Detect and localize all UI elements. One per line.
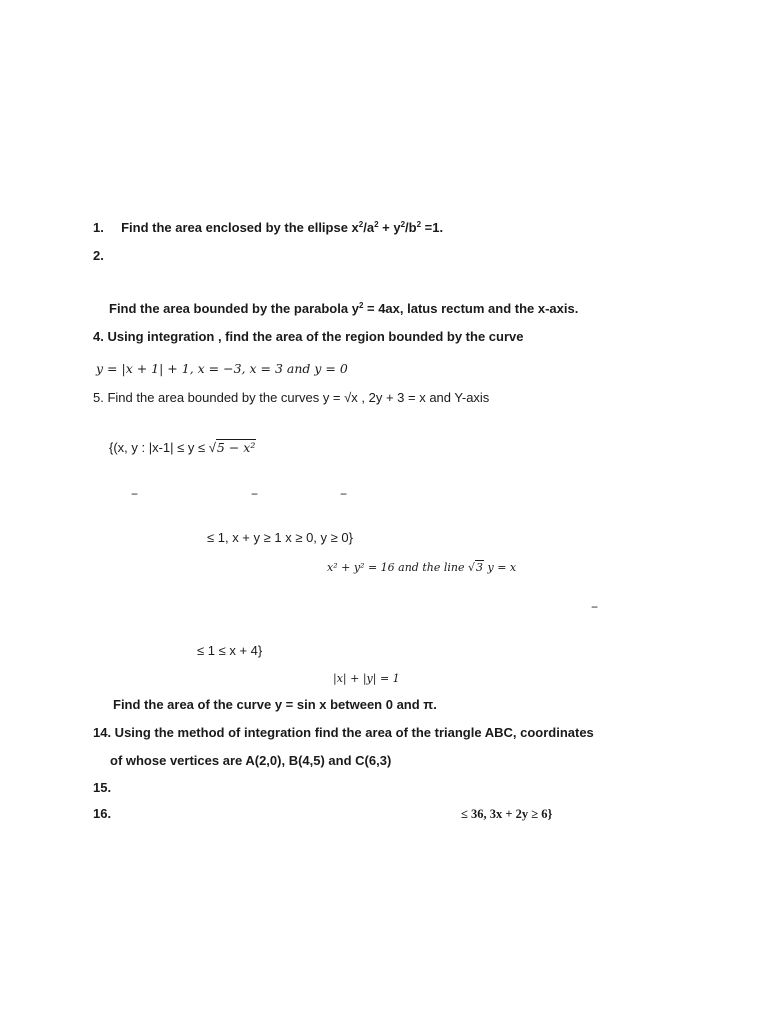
equation-text: x² + y² = 16 and the line √ [327, 561, 475, 574]
superscript: 2 [358, 220, 364, 229]
set-expression-text: {(x, y : |x-1| ≤ y ≤ √ [109, 440, 216, 455]
question-4-line-1: 4. Using integration , find the area of the region bounded by the curve [93, 329, 524, 344]
superscript: 2 [400, 220, 406, 229]
question-5 [93, 390, 489, 406]
question-16-fragment: ≤ 36, 3x + 2y ≥ 6} [461, 807, 553, 821]
question-2-number: 2. [93, 248, 104, 263]
set-expression-2: ≤ 1, x + y ≥ 1 x ≥ 0, y ≥ 0} [207, 530, 353, 545]
question-1-text: + y [378, 220, 401, 235]
question-1-text: Find the area enclosed by the ellipse x [121, 220, 359, 235]
dash-mark: − [591, 600, 599, 614]
question-16-number: 16. [93, 806, 112, 821]
superscript: 2 [416, 220, 422, 229]
superscript: 2 [358, 301, 364, 310]
question-3-text: Find the area bounded by the parabola y [109, 301, 359, 316]
superscript: 2 [374, 220, 379, 229]
question-15-number: 15. [93, 780, 112, 795]
question-3 [109, 301, 578, 317]
question-1-number: 1. [93, 220, 104, 235]
question-1-text: =1. [421, 220, 444, 235]
question-4-equation: y = |x + 1| + 1, x = −3, x = 3 and y = 0 [96, 361, 348, 376]
radicand: 3 [475, 561, 483, 574]
set-expression-1 [109, 440, 256, 456]
question-14-line-2: of whose vertices are A(2,0), B(4,5) and C(6,3) [110, 753, 392, 768]
dash-mark: − [131, 487, 139, 501]
equation-text: y = x [483, 561, 517, 574]
question-1 [93, 220, 443, 236]
question-1-text: /b [405, 220, 417, 235]
question-3-text: = 4ax, latus rectum and the x-axis. [363, 301, 579, 316]
question-14-line-1: 14. Using the method of integration find the area of the triangle ABC, coordinates [93, 725, 594, 740]
question-13: Find the area of the curve y = sin x between 0 and π. [113, 697, 437, 712]
question-5-text: x , 2y + 3 = x and Y-axis [351, 390, 490, 405]
radicand: 5 − x² [216, 440, 256, 455]
absolute-value-equation: |x| + |y| = 1 [333, 672, 400, 685]
question-5-text: 5. Find the area bounded by the curves y = √ [93, 390, 352, 405]
circle-line-equation [327, 560, 516, 576]
dash-mark: − [251, 487, 259, 501]
dash-mark: − [340, 487, 348, 501]
question-1-text: /a [363, 220, 375, 235]
set-expression-3: ≤ 1 ≤ x + 4} [197, 643, 263, 658]
